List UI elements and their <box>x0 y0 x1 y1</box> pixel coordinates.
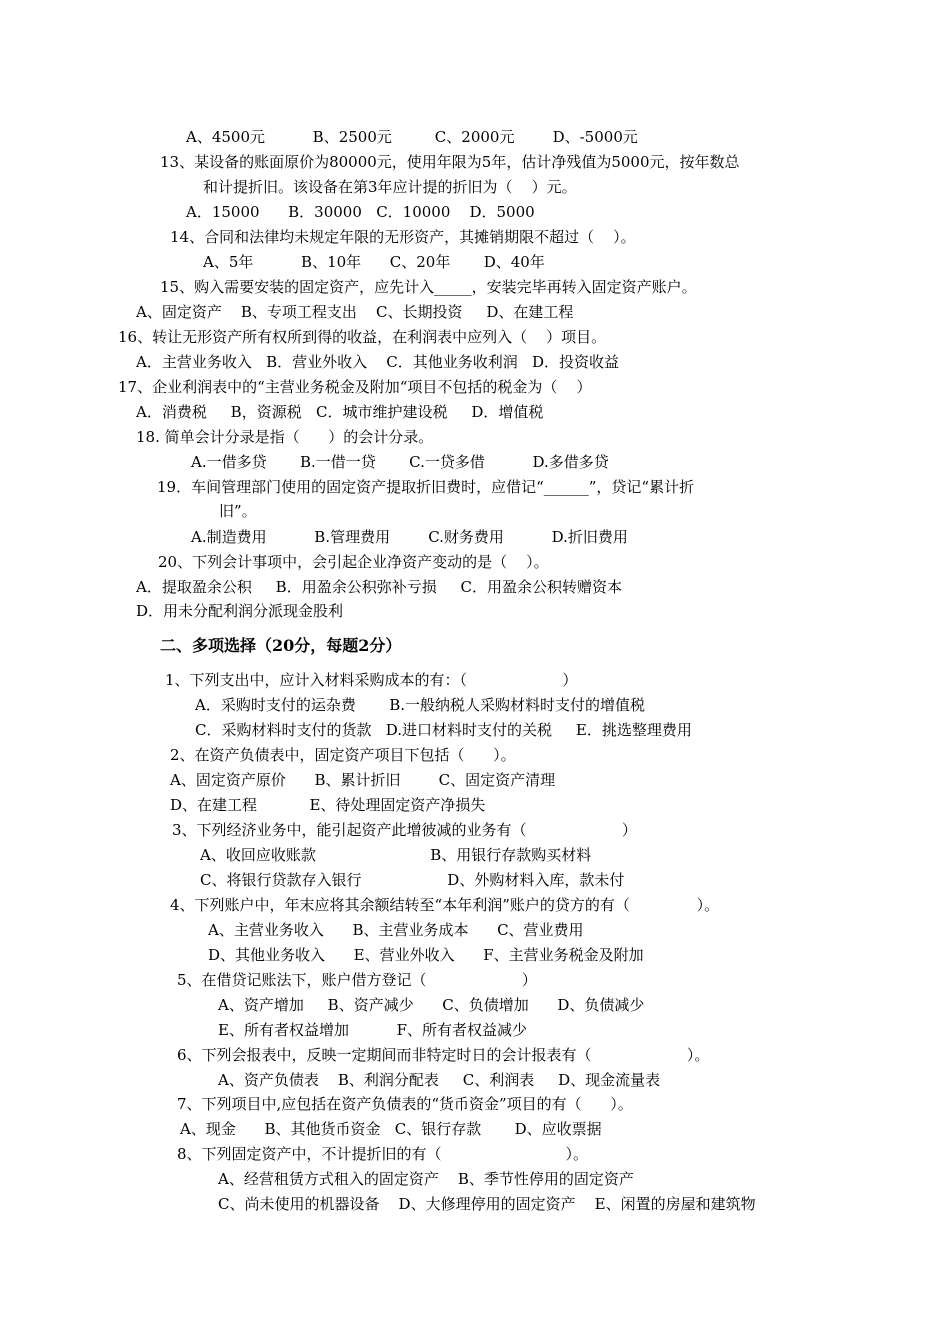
mq7-stem: 7、下列项目中,应包括在资产负债表的“货币资金”项目的有（ ）。 <box>177 1095 633 1113</box>
mq4-options-2: D、其他业务收入 E、营业外收入 F、主营业务税金及附加 <box>208 946 644 964</box>
q13-options: A．15000 B．30000 C．10000 D．5000 <box>186 203 535 221</box>
mq8-options-2: C、尚未使用的机器设备 D、大修理停用的固定资产 E、闲置的房屋和建筑物 <box>218 1195 756 1213</box>
q20-options: A．提取盈余公积 B．用盈余公积弥补亏损 C．用盈余公积转赠资本 <box>136 578 623 596</box>
mq4-options-1: A、主营业务收入 B、主营业务成本 C、营业费用 <box>208 921 584 939</box>
q17-stem: 17、企业利润表中的“主营业务税金及附加“项目不包括的税金为（ ） <box>118 378 592 396</box>
q15-options: A、固定资产 B、专项工程支出 C、长期投资 D、在建工程 <box>136 303 574 321</box>
q20-stem: 20、下列会计事项中，会引起企业净资产变动的是（ ）。 <box>158 553 549 571</box>
mq7-options: A、现金 B、其他货币资金 C、银行存款 D、应收票据 <box>180 1120 602 1138</box>
q19-stem-cont: 旧”。 <box>219 502 257 520</box>
q12-options: A、4500元 B、2500元 C、2000元 D、-5000元 <box>186 128 638 146</box>
q16-stem: 16、转让无形资产所有权所到得的收益，在利润表中应列入（ ）项目。 <box>118 328 607 346</box>
q20-option-d: D．用未分配利润分派现金股利 <box>136 602 344 620</box>
q14-options: A、5年 B、10年 C、20年 D、40年 <box>203 253 545 271</box>
q16-options: A．主营业务收入 B．营业外收入 C．其他业务收利润 D．投资收益 <box>136 353 620 371</box>
mq5-options-2: E、所有者权益增加 F、所有者权益减少 <box>218 1021 528 1039</box>
q13-stem-cont: 和计提折旧。该设备在第3年应计提的折旧为（ ）元。 <box>203 178 577 196</box>
mq8-options-1: A、经营租赁方式租入的固定资产 B、季节性停用的固定资产 <box>218 1170 634 1188</box>
mq2-options-1: A、固定资产原价 B、累计折旧 C、固定资产清理 <box>170 771 556 789</box>
q18-stem: 18. 简单会计分录是指（ ）的会计分录。 <box>136 428 434 446</box>
mq5-stem: 5、在借贷记账法下，账户借方登记（ ） <box>177 971 537 989</box>
q18-options: A.一借多贷 B.一借一贷 C.一贷多借 D.多借多贷 <box>191 453 609 471</box>
q14-stem: 14、合同和法律均未规定年限的无形资产，其摊销期限不超过（ ）。 <box>170 228 636 246</box>
mq3-options-1: A、收回应收账款 B、用银行存款购买材料 <box>200 846 592 864</box>
mq1-options-1: A．采购时支付的运杂费 B.一般纳税人采购材料时支付的增值税 <box>195 696 646 714</box>
mq6-stem: 6、下列会报表中，反映一定期间而非特定时日的会计报表有（ ）。 <box>177 1046 710 1064</box>
q17-options: A．消费税 B，资源税 C．城市维护建设税 D．增值税 <box>136 403 544 421</box>
q13-stem: 13、某设备的账面原价为80000元，使用年限为5年，估计净残值为5000元，按年数总 <box>160 153 740 171</box>
mq6-options: A、资产负债表 B、利润分配表 C、利润表 D、现金流量表 <box>218 1071 661 1089</box>
mq1-options-2: C．采购材料时支付的货款 D.进口材料时支付的关税 E．挑选整理费用 <box>195 721 692 739</box>
mq5-options-1: A、资产增加 B、资产减少 C、负债增加 D、负债减少 <box>218 996 645 1014</box>
q19-stem: 19．车间管理部门使用的固定资产提取折旧费时，应借记“______”，贷记“累计折 <box>157 478 695 496</box>
mq8-stem: 8、下列固定资产中，不计提折旧的有（ ）。 <box>177 1145 589 1163</box>
mq4-stem: 4、下列账户中，年末应将其余额结转至“本年利润”账户的贷方的有（ ）。 <box>170 896 720 914</box>
q15-stem: 15、购入需要安装的固定资产，应先计入_____，安装完毕再转入固定资产账户。 <box>160 278 697 296</box>
mq3-options-2: C、将银行贷款存入银行 D、外购材料入库，款未付 <box>200 871 625 889</box>
mq2-stem: 2、在资产负债表中，固定资产项目下包括（ ）。 <box>170 746 516 764</box>
section-heading-multiple-choice: 二、多项选择（20分，每题2分） <box>160 636 402 655</box>
mq3-stem: 3、下列经济业务中，能引起资产此增彼减的业务有（ ） <box>172 821 637 839</box>
mq2-options-2: D、在建工程 E、待处理固定资产净损失 <box>170 796 486 814</box>
mq1-stem: 1、下列支出中，应计入材料采购成本的有：（ ） <box>165 671 578 689</box>
q19-options: A.制造费用 B.管理费用 C.财务费用 D.折旧费用 <box>191 528 628 546</box>
